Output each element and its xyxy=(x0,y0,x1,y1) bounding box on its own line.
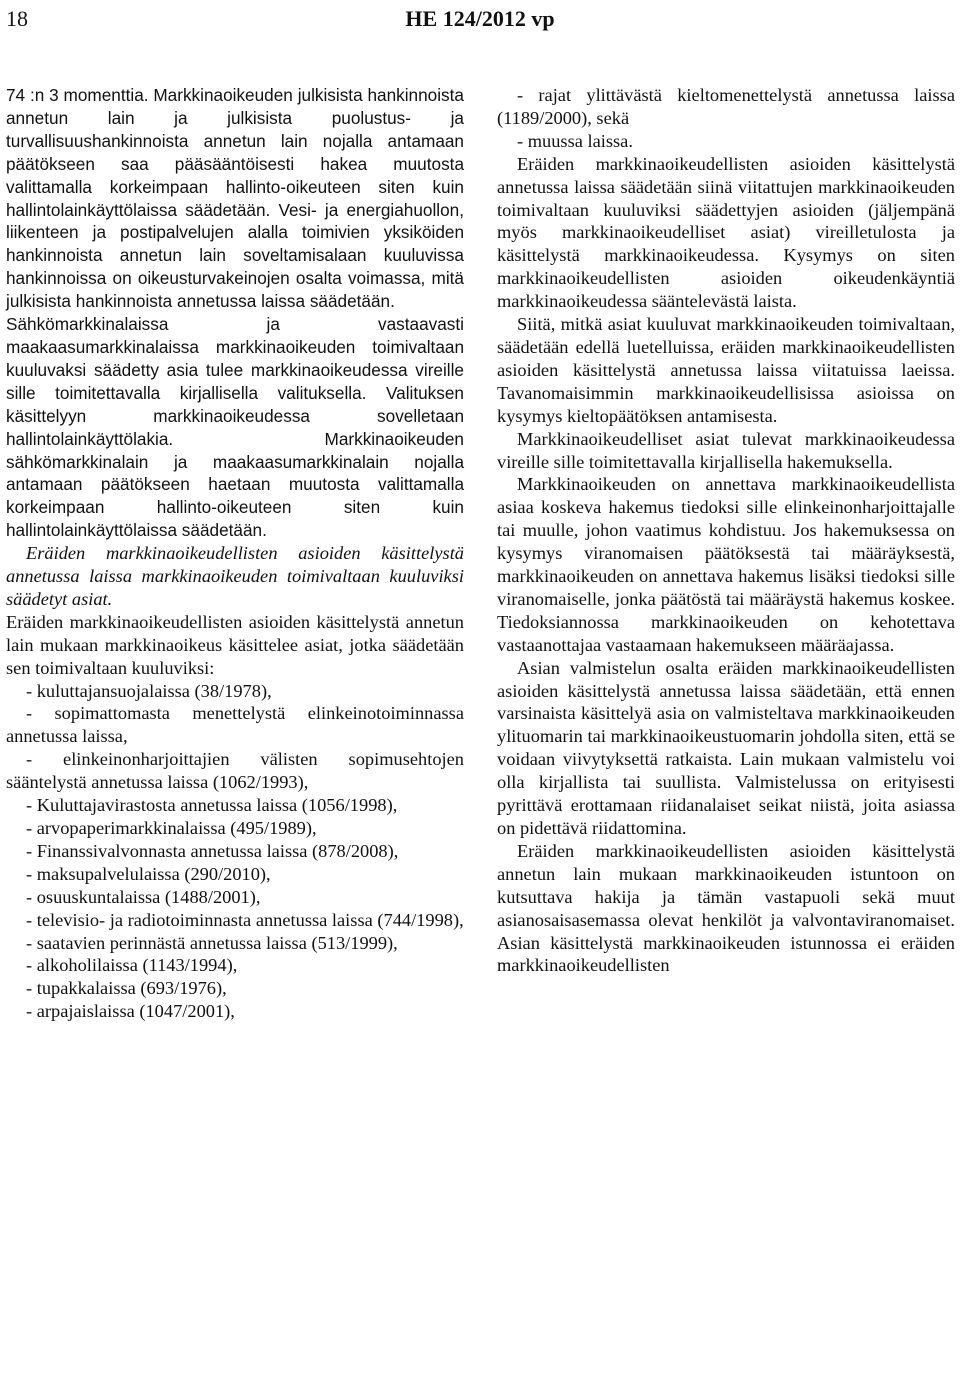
paragraph: Markkinaoikeuden on annettava markkinaoikeudellista asiaa koskeva hakemus tiedoksi sille elinkeinonharjoittajalle tai muulle, johon vaatimus kohdistuu. Jos hakemuksessa on kysymys viranomaisen päätöksestä tai määräyksestä, markkinaoikeuden on annettava hakemus lisäksi tiedoksi sille viranomaiselle, jonka päätöstä tai määräystä hakemus koskee. Tiedoksiannossa markkinaoikeuden on kehotettava vastaanottajaa vastaamaan hakemukseen määräajassa. xyxy=(497,474,955,655)
paragraph: 74 :n 3 momenttia. Markkinaoikeuden julkisista hankinnoista annetun lain ja julkisista puolustus- ja turvallisuushankinnoista annetun lain nojalla antamaan päätökseen saa pääsääntöisesti hakea muutosta valittamalla korkeimpaan hallinto-oikeuteen siten kuin hallintolainkäyttölaissa säädetään. Vesi- ja energiahuollon, liikenteen ja postipalvelujen alalla toimivien yksiköiden hankinnoista annetun lain soveltamisalaan kuuluvissa hankinnoissa on oikeusturvakeinojen osalta voimassa, mitä julkisista hankinnoista annetussa laissa säädetään. xyxy=(6,85,464,312)
right-column xyxy=(497,84,955,977)
paragraph: Siitä, mitkä asiat kuuluvat markkinaoikeuden toimivaltaan, säädetään edellä luetelluissa, eräiden markkinaoikeudellisten asioiden käsittelystä annetussa laissa viitatuissa laeissa. Tavanomaisimmin markkinaoikeudellisissa asioissa on kysymys kieltopäätöksen antamisesta. xyxy=(497,314,955,426)
list-item: - sopimattomasta menettelystä elinkeinotoiminnassa annetussa laissa, xyxy=(6,703,464,747)
paragraph: Markkinaoikeudelliset asiat tulevat markkinaoikeudessa vireille sille toimitettavalla kirjallisella hakemuksella. xyxy=(497,428,955,472)
list-item: - maksupalvelulaissa (290/2010), xyxy=(26,863,271,884)
list-item: - muussa laissa. xyxy=(517,130,633,151)
list-item: - saatavien perinnästä annetussa laissa (513/1999), xyxy=(26,932,398,953)
page-number: 18 xyxy=(6,6,28,31)
document-id: HE 124/2012 vp xyxy=(405,6,555,31)
list-item: - rajat ylittävästä kieltomenettelystä annetussa laissa (1189/2000), sekä xyxy=(497,85,955,128)
list-item: - Finanssivalvonnasta annetussa laissa (878/2008), xyxy=(26,840,399,861)
list-item: - kuluttajansuojalaissa (38/1978), xyxy=(26,680,272,701)
list-item: - elinkeinonharjoittajien välisten sopimusehtojen sääntelystä annetussa laissa (1062/1993), xyxy=(6,749,464,793)
list-item: - televisio- ja radiotoiminnasta annetussa laissa (744/1998), xyxy=(26,909,464,930)
section-heading: Eräiden markkinaoikeudellisten asioiden käsittelystä annetussa laissa markkinaoikeuden toimivaltaan kuuluviksi säädetyt asiat. xyxy=(6,543,464,609)
list-item: - osuuskuntalaissa (1488/2001), xyxy=(26,886,261,907)
paragraph: Sähkömarkkinalaissa ja vastaavasti maakaasumarkkinalaissa markkinaoikeuden toimivaltaan kuuluvaksi säädetty asia tulee markkinaoikeudessa vireille sille toimitettavalla kirjallisella valituksella. Valituksen käsittelyyn markkinaoikeudessa sovelletaan hallintolainkäyttölakia. Markkinaoikeuden sähkömarkkinalain ja maakaasumarkkinalain nojalla antamaan päätökseen haetaan muutosta valittamalla korkeimpaan hallinto-oikeuteen siten kuin hallintolainkäyttölaissa säädetään. xyxy=(6,314,464,541)
list-item: - arpajaislaissa (1047/2001), xyxy=(26,1001,235,1022)
paragraph: Asian valmistelun osalta eräiden markkinaoikeudellisten asioiden käsittelystä annetussa laissa säädetään, että ennen varsinaista käsittelyä asia on valmisteltava markkinaoikeuden ylituomarin tai markkinaoikeustuomarin johdolla siten, että se voidaan viivytyksettä ratkaista. Lain mukaan valmistelu voi olla kirjallista tai suullista. Valmistelussa on erityisesti pyrittävä erottamaan riidanalaiset seikat niistä, joita asiassa on pidettävä riidattomina. xyxy=(497,657,955,838)
list-item: - arvopaperimarkkinalaissa (495/1989), xyxy=(26,818,317,838)
page-header xyxy=(0,6,960,36)
paragraph: Eräiden markkinaoikeudellisten asioiden käsittelystä annetun lain mukaan markkinaoikeuden istuntoon on kutsuttava hakija ja tämän vastapuoli sekä muut asianosaisasemassa olevat henkilöt ja valvontaviranomaiset. Asian käsittelystä markkinaoikeuden istunnossa ei eräiden markkinaoikeudellisten xyxy=(497,840,955,976)
paragraph: Eräiden markkinaoikeudellisten asioiden käsittelystä annetun lain mukaan markkinaoikeus käsittelee asiat, jotka säädetään sen toimivaltaan kuuluviksi: xyxy=(6,611,464,678)
left-column xyxy=(6,84,464,1023)
paragraph: Eräiden markkinaoikeudellisten asioiden käsittelystä annetussa laissa säädetään siinä viitattujen markkinaoikeuden toimivaltaan kuuluviksi säädettyjen asioiden (jäljempänä myös markkinaoikeudelliset asiat) vireilletulosta ja käsittelystä markkinaoikeudessa. Kysymys on siten markkinaoikeudellisten asioiden oikeudenkäyntiä markkinaoikeudessa sääntelevästä laista. xyxy=(497,153,955,312)
list-item: - Kuluttajavirastosta annetussa laissa (1056/1998), xyxy=(26,795,398,816)
list-item: - tupakkalaissa (693/1976), xyxy=(26,978,227,999)
list-item: - alkoholilaissa (1143/1994), xyxy=(26,955,238,976)
